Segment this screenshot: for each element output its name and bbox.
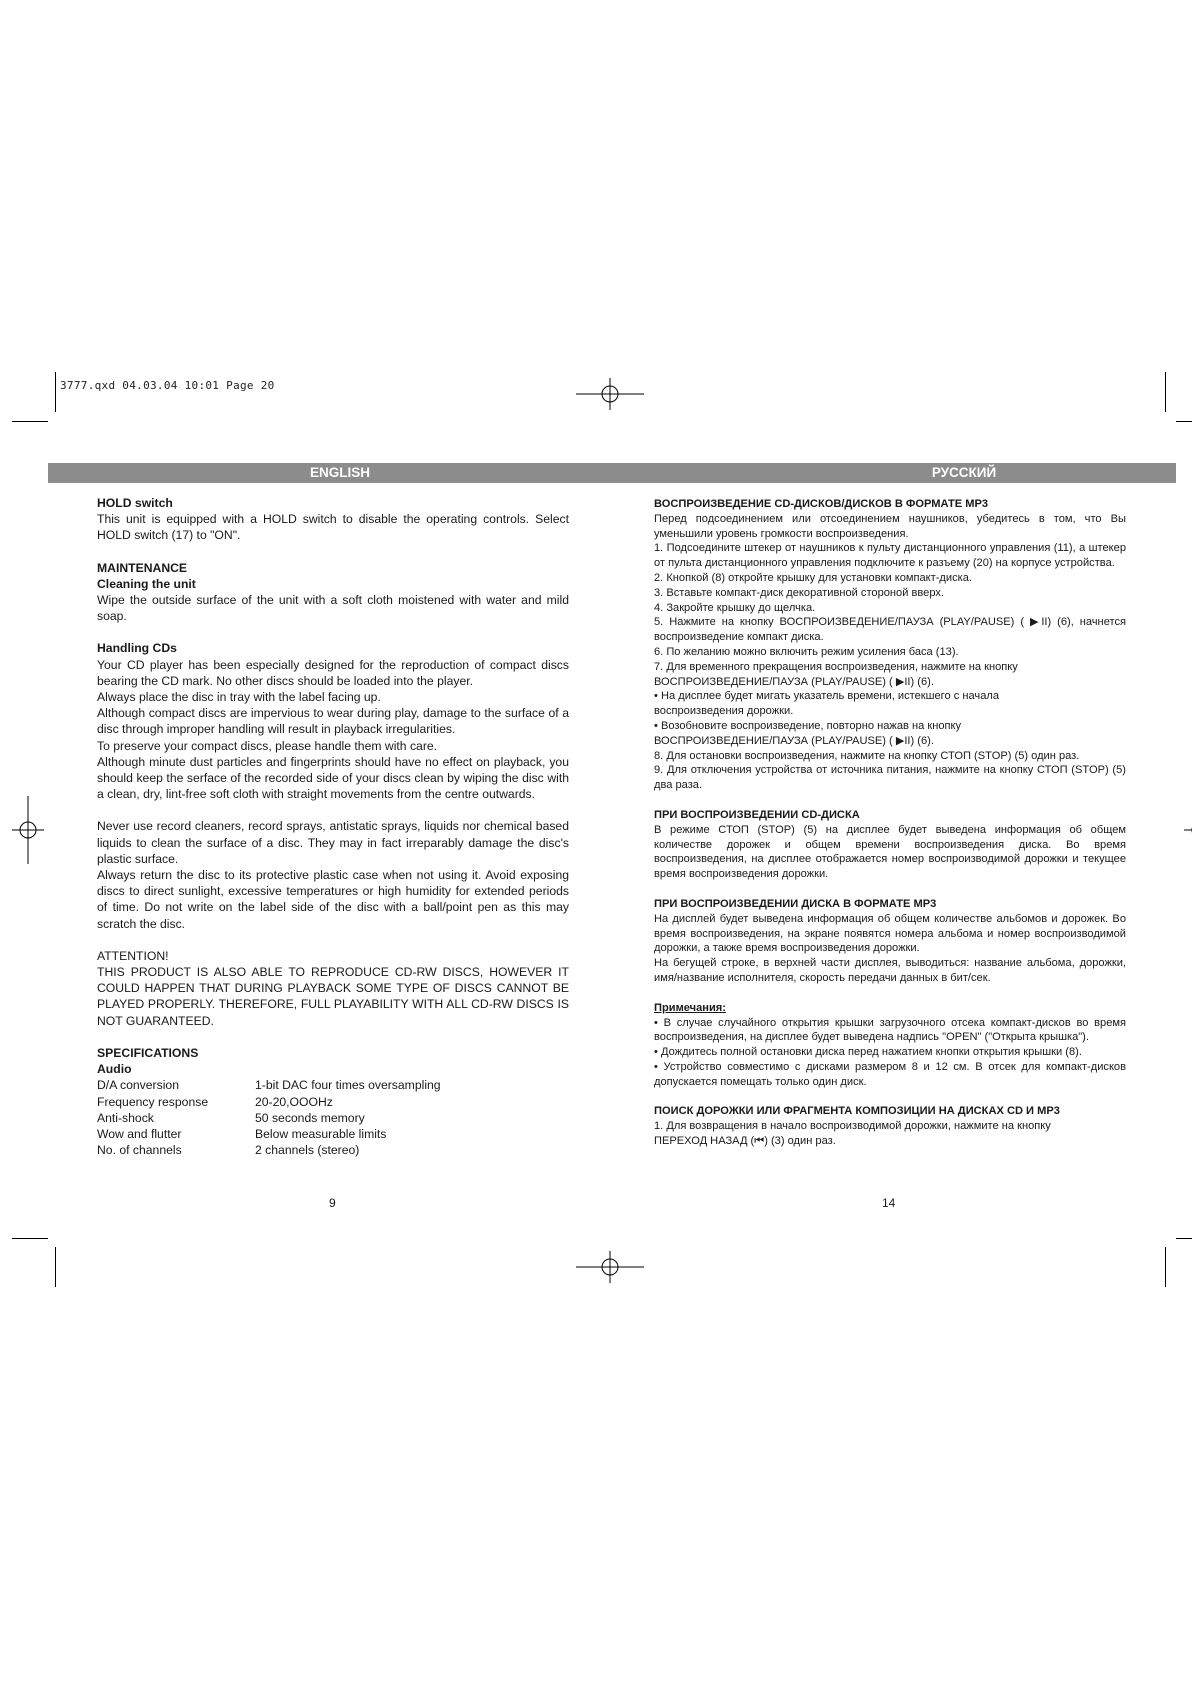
handling-paragraph: Always place the disc in tray with the label facing up. (97, 690, 381, 705)
note: • Устройство совместимо с дисками размером 8 и 12 см. В отсек для компакт-дисков допускается помещать только один диск. (654, 1060, 1126, 1088)
play-step: 8. Для остановки воспроизведения, нажмите на кнопку СТОП (STOP) (5) один раз. (654, 749, 1080, 762)
play-step: • Возобновите воспроизведение, повторно нажав на кнопку (654, 719, 962, 732)
spec-row (97, 1126, 569, 1142)
russian-column (654, 497, 1126, 1149)
mp3-title: ПРИ ВОСПРОИЗВЕДЕНИИ ДИСКА В ФОРМАТЕ MP3 (654, 897, 937, 910)
cleaning-text: Wipe the outside surface of the unit with a soft cloth moistened with water and mild soap. (97, 593, 569, 624)
note: • Дождитесь полной остановки диска перед нажатием кнопки открытия крышки (8). (654, 1046, 1082, 1059)
spec-value: 50 seconds memory (255, 1110, 365, 1125)
spec-key: Anti-shock (97, 1110, 154, 1125)
play-step: 1. Подсоедините штекер от наушников к пульту дистанционного управления (11), а штекер от пульта дистанционного управления подключите к разъему (20) на корпусе устройства. (654, 542, 1126, 570)
play-step: ВОСПРОИЗВЕДЕНИЕ/ПАУЗА (PLAY/PAUSE) ( ▶II) (6). (654, 734, 934, 747)
crop-mark (12, 421, 48, 422)
mp3-text: На дисплей будет выведена информация об общем количестве альбомов и дорожек. Во время воспроизведения, на экране появятся номера альбома и номер воспроизводимой дорожки, а также время воспроизведения дорожки. (654, 912, 1126, 955)
registration-mark-bottom (576, 1251, 644, 1283)
play-step: 7. Для временного прекращения воспроизведения, нажмите на кнопку (654, 660, 1018, 673)
english-header: ENGLISH (309, 465, 370, 480)
registration-mark-right (1176, 796, 1192, 864)
handling-paragraph: Although compact discs are impervious to wear during play, damage to the surface of a disc through improper handling will result in playback irregularities. (97, 706, 569, 737)
play-intro: Перед подсоединением или отсоединением наушников, убедитесь в том, что Вы уменьшили уровень громкости воспроизведения. (654, 512, 1126, 540)
play-step: ВОСПРОИЗВЕДЕНИЕ/ПАУЗА (PLAY/PAUSE) ( ▶II) (6). (654, 675, 934, 688)
spec-value: 20-20,OOOHz (255, 1094, 333, 1109)
registration-mark-top (576, 378, 644, 410)
note: • В случае случайного открытия крышки загрузочного отсека компакт-дисков во время воспроизведения, на дисплее будет выведена надпись "OPEN" ("Открыта крышка"). (654, 1016, 1126, 1044)
page-number: 9 (329, 1196, 336, 1210)
notes-title: Примечания: (654, 1001, 726, 1014)
handling-paragraph: Your CD player has been especially designed for the reproduction of compact discs bearing the CD mark. No other discs should be loaded into the player. (97, 657, 569, 688)
hold-title: HOLD switch (97, 496, 173, 510)
english-column (97, 495, 569, 1158)
cd-title: ПРИ ВОСПРОИЗВЕДЕНИИ CD-ДИСКА (654, 808, 860, 821)
play-step: 6. По желанию можно включить режим усиления баса (13). (654, 645, 959, 658)
play-step: 2. Кнопкой (8) откройте крышку для установки компакт-диска. (654, 571, 973, 584)
play-step: 3. Вставьте компакт-диск декоративной стороной вверх. (654, 586, 945, 599)
crop-mark (12, 1238, 48, 1239)
play-step: 4. Закройте крышку до щелчка. (654, 601, 816, 614)
cleaning-title: Cleaning the unit (97, 576, 196, 591)
spec-key: No. of channels (97, 1143, 182, 1158)
spec-row (97, 1142, 569, 1158)
russian-header-bar (632, 463, 1176, 483)
search-step: 1. Для возвращения в начало воспроизводимой дорожки, нажмите на кнопку (654, 1120, 1051, 1133)
spec-value: 1-bit DAC four times oversampling (255, 1078, 441, 1093)
registration-mark-left (12, 796, 44, 864)
spec-key: Frequency response (97, 1094, 209, 1109)
mp3-text: На бегущей строке, в верхней части дисплея, выводиться: название альбома, дорожки, имя/название исполнителя, скорость передачи данных в бит/сек. (654, 957, 1126, 984)
file-slug: 3777.qxd 04.03.04 10:01 Page 20 (60, 379, 275, 392)
crop-mark (55, 372, 56, 412)
handling-title: Handling CDs (97, 641, 177, 656)
english-header-bar (48, 463, 632, 483)
attention-title: ATTENTION! (97, 948, 169, 963)
hold-text: This unit is equipped with a HOLD switch to disable the operating controls. Select HOLD switch (17) to "ON". (97, 512, 569, 543)
handling-paragraph: Always return the disc to its protective plastic case when not using it. Avoid exposing discs to direct sunlight, excessive temperatures or high humidity for extended periods of time. Do not write on the label side of the disc with a ball/point pen as this may scratch the disc. (97, 868, 569, 931)
handling-paragraph: Never use record cleaners, record sprays, antistatic sprays, liquids nor chemical based liquids to clean the surface of a disc. They may in fact irreparably damage the disc's plastic surface. (97, 819, 569, 866)
spec-row (97, 1110, 569, 1126)
crop-mark (1176, 421, 1192, 422)
spec-value: Below measurable limits (255, 1126, 387, 1141)
play-step: • На дисплее будет мигать указатель времени, истекшего с начала (654, 690, 1000, 703)
crop-mark (1165, 1247, 1166, 1287)
play-title: ВОСПРОИЗВЕДЕНИЕ CD-ДИСКОВ/ДИСКОВ В ФОРМАТЕ MP3 (654, 498, 989, 510)
spec-value: 2 channels (stereo) (255, 1143, 360, 1158)
play-step: 5. Нажмите на кнопку ВОСПРОИЗВЕДЕНИЕ/ПАУЗА (PLAY/PAUSE) ( ▶II) (6), начнется воспроизведение компакт диска. (654, 616, 1126, 644)
play-step: воспроизведения дорожки. (654, 705, 794, 718)
audio-title: Audio (97, 1062, 132, 1077)
specifications-title: SPECIFICATIONS (97, 1045, 199, 1060)
spec-row (97, 1077, 569, 1093)
play-step: 9. Для отключения устройства от источника питания, нажмите на кнопку СТОП (STOP) (5) два раза. (654, 764, 1126, 792)
maintenance-title: MAINTENANCE (97, 560, 188, 575)
crop-mark (1165, 372, 1166, 412)
crop-mark (1176, 1238, 1192, 1239)
handling-paragraph: To preserve your compact discs, please handle them with care. (97, 738, 438, 753)
spec-key: D/A conversion (97, 1078, 179, 1093)
spec-row (97, 1094, 569, 1110)
attention-text: THIS PRODUCT IS ALSO ABLE TO REPRODUCE CD-RW DISCS, HOWEVER IT COULD HAPPEN THAT DURING PLAYBACK SOME TYPE OF DISCS CANNOT BE PLAYED PROPERLY. THEREFORE, FULL PLAYABILITY WITH ALL CD-RW DISCS IS NOT GUARANTEED. (97, 965, 569, 1028)
page-number: 14 (882, 1196, 896, 1210)
russian-header: РУССКИЙ (931, 465, 997, 480)
handling-paragraph: Although minute dust particles and fingerprints should have no effect on playback, you should keep the serface of the recorded side of your discs clean by wiping the disc with a clean, dry, lint-free soft cloth with straight movements from the centre outwards. (97, 754, 569, 802)
cd-text: В режиме СТОП (STOP) (5) на дисплее будет выведена информация об общем количестве дорожек и общем времени воспроизведения диска. Во время воспроизведения, на дисплее отображается номер воспроизводимой дорожки и текущее время воспроизведения дорожки. (654, 823, 1126, 881)
search-title: ПОИСК ДОРОЖКИ ИЛИ ФРАГМЕНТА КОМПОЗИЦИИ НА ДИСКАХ CD И MP3 (654, 1105, 1060, 1118)
crop-mark (55, 1247, 56, 1287)
search-step: ПЕРЕХОД НАЗАД (⏮) (3) один раз. (654, 1135, 836, 1148)
spec-key: Wow and flutter (97, 1126, 182, 1141)
